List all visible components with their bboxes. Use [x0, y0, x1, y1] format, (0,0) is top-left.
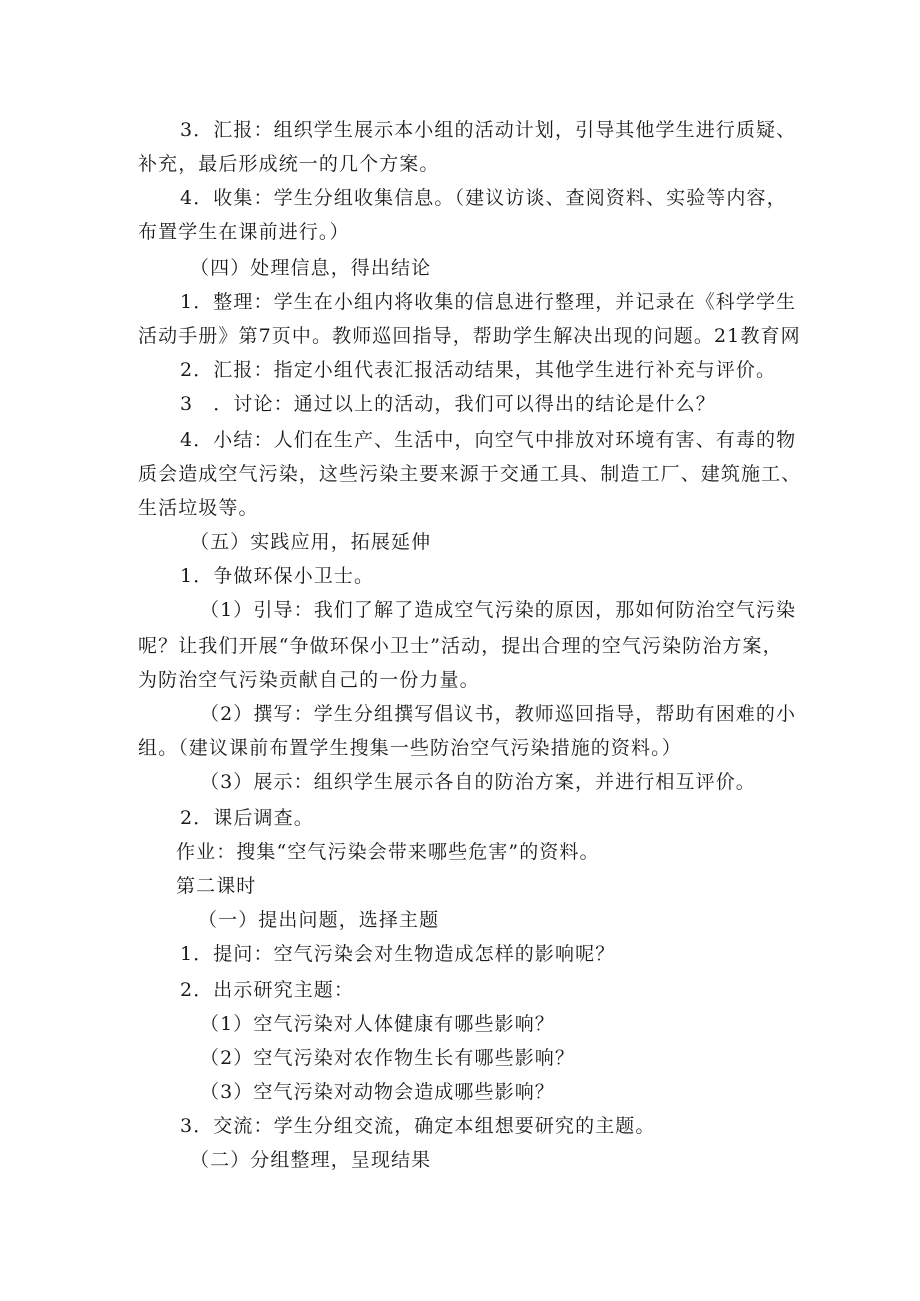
text-line: 4．收集：学生分组收集信息。（建议访谈、查阅资料、实验等内容， [180, 187, 787, 209]
text-line: 3．汇报：组织学生展示本小组的活动计划，引导其他学生进行质疑、 [180, 119, 797, 141]
text-line: （1）空气污染对人体健康有哪些影响？ [200, 1013, 555, 1035]
text-line: 作业：搜集“空气污染会带来哪些危害”的资料。 [176, 841, 600, 863]
text-line: 1．争做环保小卫士。 [180, 565, 375, 587]
text-line: 2．出示研究主题： [180, 979, 354, 1001]
section-heading: （四）处理信息，得出结论 [190, 257, 432, 279]
text-line: 生活垃圾等。 [138, 497, 259, 519]
text-line: （3）空气污染对动物会造成哪些影响？ [200, 1081, 555, 1103]
text-line: 2．汇报：指定小组代表汇报活动结果，其他学生进行补充与评价。 [180, 359, 777, 381]
text-line: 3 ．讨论：通过以上的活动，我们可以得出的结论是什么？ [180, 393, 716, 415]
text-line: （2）撰写：学生分组撰写倡议书，教师巡回指导，帮助有困难的小 [200, 703, 797, 725]
text-line: 呢？让我们开展“争做环保小卫士”活动，提出合理的空气污染防治方案， [138, 635, 783, 657]
text-line: 活动手册》第7页中。教师巡回指导，帮助学生解决出现的问题。21教育网 [138, 325, 801, 347]
text-line: （1）引导：我们了解了造成空气污染的原因，那如何防治空气污染 [200, 599, 797, 621]
text-line: （3）展示：组织学生展示各自的防治方案，并进行相互评价。 [200, 771, 756, 793]
text-line: 补充，最后形成统一的几个方案。 [138, 153, 440, 175]
text-line: 布置学生在课前进行。） [138, 221, 350, 243]
lesson-heading: 第二课时 [176, 875, 257, 897]
text-line: 1．整理：学生在小组内将收集的信息进行整理，并记录在《科学学生 [180, 291, 797, 313]
text-line: 质会造成空气污染，这些污染主要来源于交通工具、制造工厂、建筑施工、 [138, 463, 802, 485]
text-line: 1．提问：空气污染会对生物造成怎样的影响呢？ [180, 943, 616, 965]
text-line: 4．小结：人们在生产、生活中，向空气中排放对环境有害、有毒的物 [180, 429, 797, 451]
text-line: 3．交流：学生分组交流，确定本组想要研究的主题。 [180, 1115, 656, 1137]
section-heading: （一）提出问题，选择主题 [198, 909, 440, 931]
text-line: 2．课后调查。 [180, 807, 314, 829]
text-line: 为防治空气污染贡献自己的一份力量。 [138, 669, 480, 691]
text-line: 组。（建议课前布置学生搜集一些防治空气污染措施的资料。） [138, 737, 682, 759]
section-heading: （二）分组整理，呈现结果 [190, 1149, 432, 1171]
text-line: （2）空气污染对农作物生长有哪些影响？ [200, 1047, 575, 1069]
section-heading: （五）实践应用，拓展延伸 [190, 531, 432, 553]
